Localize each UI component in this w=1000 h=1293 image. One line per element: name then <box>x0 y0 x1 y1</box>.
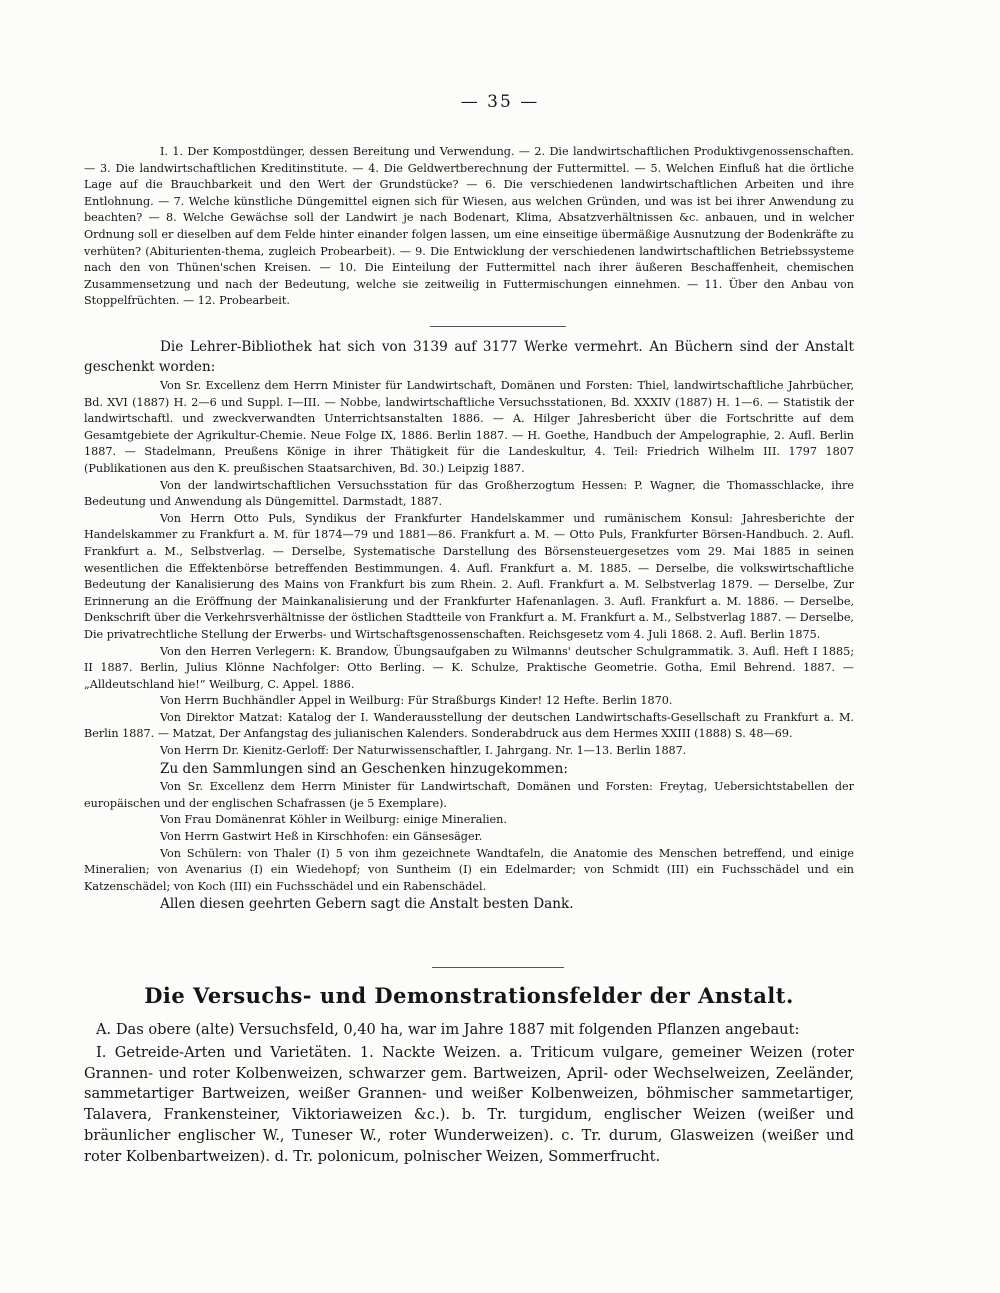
section-i-text: I. Getreide-Arten und Varietäten. 1. Nackte Weizen. a. Triticum vulgare, gemeiner Weizen (roter Grannen- und roter Kolbenweizen, schwarzer gem. Bartweizen, April- oder Wechselweizen, Zeeländer, sammetartiger Bartweizen, weißer Grannen- und weißer Kolbenweizen, böhmischer sammetartiger, Talavera, Frankensteiner, Viktoriaweizen &c.). b. Tr. turgidum, englischer Weizen (weißer und bräunlicher englischer W., Tuneser W., roter Wunderweizen). c. Tr. durum, Glasweizen (weißer und roter Kolbenbartweizen). d. Tr. polonicum, polnischer Weizen, Sommerfrucht. <box>84 1043 854 1165</box>
library-block <box>84 338 854 915</box>
divider <box>432 967 564 968</box>
collection-donation-item: Von Herrn Gastwirt Heß in Kirschhofen: ein Gänsesäger. <box>160 829 483 843</box>
collection-donation-item: Von Sr. Excellenz dem Herrn Minister für Landwirtschaft, Domänen und Forsten: Freytag, Uebersichtstabellen der europäischen und der englischen Schafrassen (je 5 Exemplare). <box>84 780 854 810</box>
divider <box>430 326 566 327</box>
library-intro: Die Lehrer-Bibliothek hat sich von 3139 auf 3177 Werke vermehrt. An Büchern sind der Anstalt geschenkt worden: <box>84 339 854 375</box>
donation-item: Von Sr. Excellenz dem Herrn Minister für Landwirtschaft, Domänen und Forsten: Thiel, landwirtschaftliche Jahrbücher, Bd. XVI (1887) H. 2—6 und Suppl. I—III. — Nobbe, landwirtschaftliche Versuchsstationen, Bd. XXXIV (1887) H. 1—6. — Statistik der landwirtschaftl. und zweckverwandten Unterrichtsanstalten 1886. — A. Hilger Jahresbericht über die Fortschritte auf dem Gesamtgebiete der Agrikultur-Chemie. Neue Folge IX, 1886. Berlin 1887. — H. Goethe, Handbuch der Ampelographie, 2. Aufl. Berlin 1887. — Stadelmann, Preußens Könige in ihrer Thätigkeit für die Landeskultur, 4. Teil: Friedrich Wilhelm III. 1797 1807 (Publikationen aus den K. preußischen Staatsarchiven, Bd. 30.) Leipzig 1887. <box>84 379 854 475</box>
fields-block <box>84 1020 854 1168</box>
donation-item: Von den Herren Verlegern: K. Brandow, Übungsaufgaben zu Wilmanns' deutscher Schulgrammatik. 3. Aufl. Heft I 1885; II 1887. Berlin, Julius Klönne Nachfolger: Otto Berling. — K. Schulze, Praktische Geometrie. Gotha, Emil Behrend. 1887. — „Alldeutschland hie!“ Weilburg, C. Appel. 1886. <box>84 644 854 691</box>
themes-block <box>84 144 854 310</box>
page-number: — 35 — <box>460 92 540 112</box>
collection-donation-item: Von Frau Domänenrat Köhler in Weilburg: einige Mineralien. <box>160 813 507 827</box>
donation-item: Von Direktor Matzat: Katalog der I. Wanderausstellung der deutschen Landwirtschafts-Gesellschaft zu Frankfurt a. M. Berlin 1887. — Matzat, Der Anfangstag des julianischen Kalenders. Sonderabdruck aus dem Hermes XXIII (1888) S. 48—69. <box>84 710 854 741</box>
section-heading: Die Versuchs- und Demonstrationsfelder der Anstalt. <box>144 983 794 1008</box>
donation-item: Von Herrn Otto Puls, Syndikus der Frankfurter Handelskammer und rumänischem Konsul: Jahresberichte der Handelskammer zu Frankfurt a. M. für 1874—79 und 1881—86. Frankfurt a. M. — Otto Puls, Frankfurter Börsen-Handbuch. 2. Aufl. Frankfurt a. M., Selbstverlag. — Derselbe, Systematische Darstellung des Börsensteuergesetzes vom 29. Mai 1885 in seinen wesentlichen die Effektenbörse betreffenden Bestimmungen. 4. Aufl. Frankfurt a. M. 1885. — Derselbe, die volkswirtschaftliche Bedeutung der Kanalisierung des Mains von Frankfurt bis zum Rhein. 2. Aufl. Frankfurt a. M. Selbstverlag 1879. — Derselbe, Zur Erinnerung an die Eröffnung der Mainkanalisierung und der Frankfurter Hafenanlagen. 3. Aufl. Frankfurt a. M. 1886. — Derselbe, Denkschrift über die Verkehrsverhältnisse der östlichen Stadtteile von Frankfurt a. M. Frankfurt a. M., Selbstverlag 1887. — Derselbe, Die privatrechtliche Stellung der Erwerbs- und Wirtschaftsgenossenschaften. Reichsgesetz vom 4. Juli 1868. 2. Aufl. Berlin 1875. <box>84 511 854 641</box>
donation-item: Von Herrn Dr. Kienitz-Gerloff: Der Naturwissenschaftler, I. Jahrgang. Nr. 1—13. Berlin 1887. <box>160 744 687 758</box>
collections-intro: Zu den Sammlungen sind an Geschenken hinzugekommen: <box>160 760 569 777</box>
section-a-text: A. Das obere (alte) Versuchsfeld, 0,40 ha, war im Jahre 1887 mit folgenden Pflanzen angebaut: <box>96 1021 800 1038</box>
collection-donation-item: Von Schülern: von Thaler (I) 5 von ihm gezeichnete Wandtafeln, die Anatomie des Menschen betreffend, und einige Mineralien; von Avenarius (I) ein Wiedehopf; von Suntheim (I) ein Edelmarder; von Schmidt (III) ein Fuchsschädel und ein Katzenschädel; von Koch (III) ein Fuchsschädel und ein Rabenschädel. <box>84 846 854 893</box>
donation-item: Von Herrn Buchhändler Appel in Weilburg: Für Straßburgs Kinder! 12 Hefte. Berlin 1870. <box>160 694 673 708</box>
donation-item: Von der landwirtschaftlichen Versuchsstation für das Großherzogtum Hessen: P. Wagner, die Thomasschlacke, ihre Bedeutung und Anwendung als Düngemittel. Darmstadt, 1887. <box>84 478 854 509</box>
thanks-line: Allen diesen geehrten Gebern sagt die Anstalt besten Dank. <box>160 896 574 913</box>
themes-paragraph: I. 1. Der Kompostdünger, dessen Bereitung und Verwendung. — 2. Die landwirtschaftlichen Produktivgenossenschaften. — 3. Die landwirtschaftlichen Kreditinstitute. — 4. Die Geldwertberechnung der Futtermittel. — 5. Welchen Einfluß hat die örtliche Lage auf die Brauchbarkeit und den Wert der Grundstücke? — 6. Die verschiedenen landwirtschaftlichen Arbeiten und ihre Entlohnung. — 7. Welche künstliche Düngemittel eignen sich für Wiesen, aus welchen Gründen, und was ist bei ihrer Anwendung zu beachten? — 8. Welche Gewächse soll der Landwirt je nach Bodenart, Klima, Absatzverhältnissen &c. anbauen, und in welcher Ordnung soll er dieselben auf dem Felde hinter einander folgen lassen, um eine einseitige übermäßige Ausnutzung der Bodenkräfte zu verhüten? (Abiturienten-thema, zugleich Probearbeit). — 9. Die Entwicklung der verschiedenen landwirtschaftlichen Betriebssysteme nach den von Thünen'schen Kreisen. — 10. Die Einteilung der Futtermittel nach ihrer äußeren Beschaffenheit, chemischen Zusammensetzung und nach der Bedeutung, welche sie zeitweilig in Futtermischungen einnehmen. — 11. Über den Anbau von Stoppelfrüchten. — 12. Probearbeit. <box>84 145 854 308</box>
